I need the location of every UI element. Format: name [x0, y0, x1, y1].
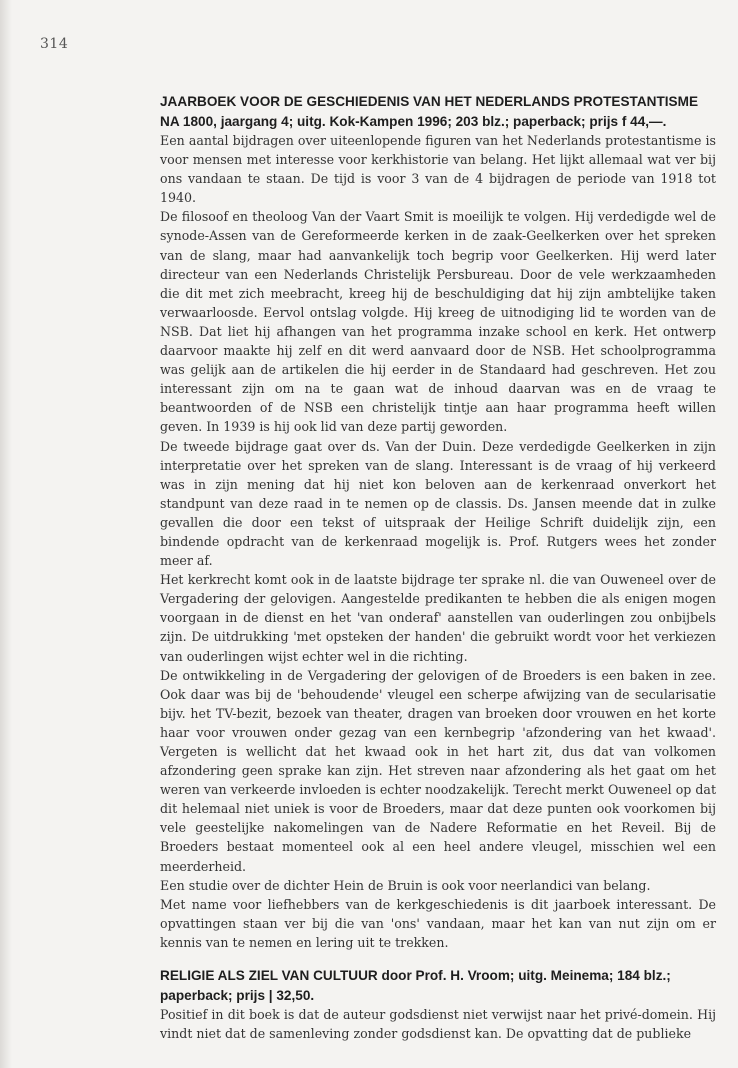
review-paragraph: Het kerkrecht komt ook in de laatste bijdrage ter sprake nl. die van Ouweneel over de Vergadering der gelovigen. Aangestelde predikanten te hebben die als enigen mogen voorgaan in de dienst en het 'van onderaf' aanstellen van ouderlingen zou onbijbels zijn. De uitdrukking 'met opsteken der handen' die gebruikt wordt voor het verkiezen van ouderlingen wijst echter wel in die richting. — [160, 572, 716, 664]
review-jaarboek — [160, 92, 716, 952]
review-heading: JAARBOEK VOOR DE GESCHIEDENIS VAN HET NEDERLANDS PROTESTANTISME NA 1800, jaargang 4; uitg. Kok-Kampen 1996; 203 blz.; paperback; prijs f 44,—. — [160, 94, 699, 129]
scan-edge — [0, 0, 12, 1068]
page-number: 314 — [40, 36, 69, 52]
review-religie — [160, 966, 716, 1043]
review-paragraph: De ontwikkeling in de Vergadering der gelovigen of de Broeders is een baken in zee. Ook daar was bij de 'behoudende' vleugel een scherpe afwijzing van de secularisatie bijv. het TV-bezit, bezoek van theater, dragen van broeken door vrouwen en het korte haar voor vrouwen onder gezag van een kernbegrip 'afzondering van het kwaad'. Vergeten is wellicht dat het kwaad ook in het hart zit, dus dat van volkomen afzondering geen sprake kan zijn. Het streven naar afzondering als het gaat om het weren van verkeerde invloeden is echter noodzakelijk. Terecht merkt Ouweneel op dat dit helemaal niet uniek is voor de Broeders, maar dat deze punten ook voorkomen bij vele geestelijke nakomelingen van de Nadere Reformatie en het Reveil. Bij de Broeders bestaat momenteel ook al een heel andere vleugel, misschien wel een meerderheid. — [160, 667, 716, 874]
review-paragraph: Met name voor liefhebbers van de kerkgeschiedenis is dit jaarboek interessant. De opvattingen staan ver bij die van 'ons' vandaan, maar het kan van nut zijn om er kennis van te nemen en lering uit te trekken. — [160, 896, 716, 950]
review-paragraph: Een aantal bijdragen over uiteenlopende figuren van het Nederlands protestantisme is voor mensen met interesse voor kerkhistorie van belang. Het lijkt allemaal wat ver bij ons vandaan te staan. De tijd is voor 3 van de 4 bijdragen de periode van 1918 tot 1940. — [160, 133, 716, 206]
page-content — [160, 92, 716, 1043]
review-heading: RELIGIE ALS ZIEL VAN CULTUUR door Prof. H. Vroom; uitg. Meinema; 184 blz.; paperback; prijs | 32,50. — [160, 968, 671, 1003]
review-paragraph: Een studie over de dichter Hein de Bruin is ook voor neerlandici van belang. — [160, 877, 651, 893]
review-paragraph: De tweede bijdrage gaat over ds. Van der Duin. Deze verdedigde Geelkerken in zijn interpretatie over het spreken van de slang. Interessant is de vraag of hij verkeerd was in zijn mening dat hij niet kon beloven aan de kerkenraad onverkort het standpunt van deze raad in te nemen op de classis. Ds. Jansen meende dat in zulke gevallen die door een tekst of uitspraak der Heilige Schrift duidelijk zijn, een bindende opdracht van de kerkenraad mogelijk is. Prof. Rutgers wees het zonder meer af. — [160, 438, 716, 569]
review-paragraph: Positief in dit boek is dat de auteur godsdienst niet verwijst naar het privé-domein. Hij vindt niet dat de samenleving zonder godsdienst kan. De opvatting dat de publieke — [160, 1007, 716, 1042]
review-paragraph: De filosoof en theoloog Van der Vaart Smit is moeilijk te volgen. Hij verdedigde wel de synode-Assen van de Gereformeerde kerken in de zaak-Geelkerken over het spreken van de slang, maar had aanvankelijk toch begrip voor Geelkerken. Hij werd later directeur van een Nederlands Christelijk Persbureau. Door de vele werkzaamheden die dit met zich meebracht, kreeg hij de beschuldiging dat hij zijn ambtelijke taken verwaarloosde. Eervol ontslag volgde. Hij kreeg de uitnodiging lid te worden van de NSB. Dat liet hij afhangen van het programma inzake school en kerk. Het ontwerp daarvoor maakte hij zelf en dit werd aanvaard door de NSB. Het schoolprogramma was gelijk aan de artikelen die hij eerder in de Standaard had geschreven. Het zou interessant zijn om na te gaan wat de inhoud daarvan was en de vraag te beantwoorden of de NSB een christelijk tintje aan haar programma heeft willen geven. In 1939 is hij ook lid van deze partij geworden. — [160, 209, 716, 435]
